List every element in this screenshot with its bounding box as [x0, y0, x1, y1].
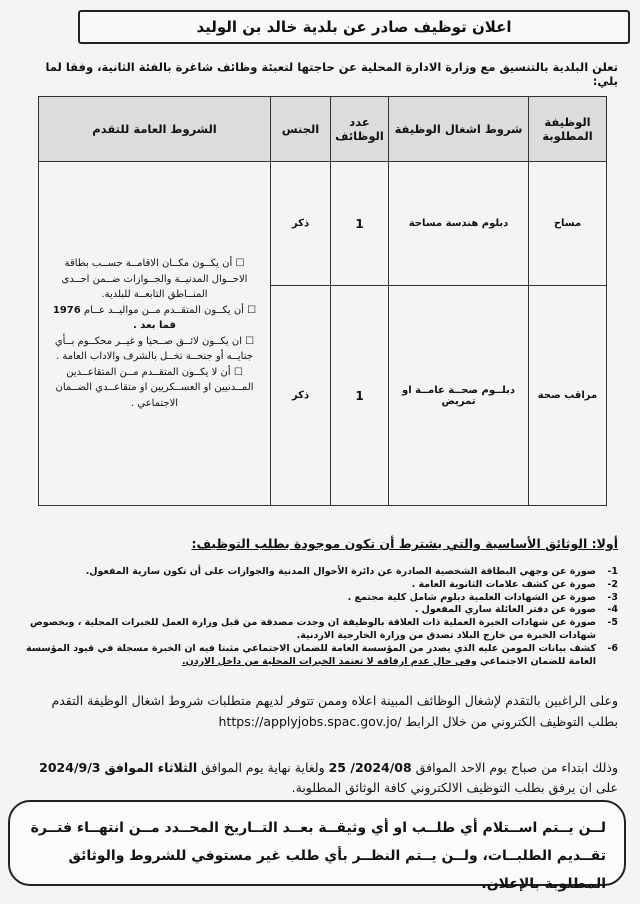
header-job: الوظيفة المطلوبة	[529, 97, 607, 162]
checkbox-icon: ☐	[235, 258, 245, 269]
intro-paragraph: تعلن البلدية بالتنسيق مع وزارة الادارة المحلية عن حاجتها لتعبئة وظائف شاغرة بالفئة الثانية، وفقا لما يلي:	[45, 60, 618, 88]
row-count: 1	[331, 162, 389, 286]
item-number: 1-	[607, 566, 618, 577]
condition-text: ان يكــون لائــق صــحيا و غيــر محكــوم بــأي جنايــه أو جنحــة تخــل بالشرف والاداب العامة .	[54, 335, 253, 362]
list-item	[22, 643, 618, 669]
table-row	[39, 162, 607, 286]
header-count: عدد الوظائف	[331, 97, 389, 162]
item-text: صورة عن وجهي البطاقة الشخصية الصادرة عن دائرة الأحوال المدنية والجوازات على أن تكون سارية المفعول.	[85, 566, 596, 577]
application-period	[22, 758, 618, 798]
documents-section-title: أولا: الوثائق الأساسية والتي يشترط أن تكون موجودة بطلب التوظيف:	[191, 536, 618, 551]
header-requirements: شروط اشغال الوظيفة	[389, 97, 529, 162]
announcement-title	[78, 10, 630, 44]
start-date: 2024/08/ 25	[328, 760, 412, 775]
condition-text: أن يكــون مكــان الاقامــة حســب بطاقة الاحــوال المدنيــة والجــوازات ضــمن احــدى المنــاطق التابعــة للبلدية.	[61, 258, 248, 300]
row-job: مساح	[529, 162, 607, 286]
condition-item	[47, 256, 262, 303]
jobs-table	[38, 96, 607, 506]
birth-year: 1976	[52, 304, 81, 316]
item-number: 6-	[607, 642, 618, 654]
end-day: الثلاثاء الموافق	[104, 760, 198, 775]
condition-item	[47, 334, 262, 365]
period-text: على ان يرفق بطلب التوظيف الالكتروني كافة الوثائق المطلوبة.	[291, 780, 618, 795]
list-item	[22, 592, 618, 605]
item-number: 3-	[607, 591, 618, 603]
list-item	[22, 604, 618, 617]
period-text: ولغاية نهاية يوم الموافق	[201, 760, 325, 775]
checkbox-icon: ☐	[247, 304, 257, 316]
row-requirements: دبلــوم صحــة عامــة او تمريض	[389, 286, 529, 506]
item-text: صورة عن شهادات الخبرة العملية ذات العلاقة بالوظيفة ان وجدت مصدقة من قبل وزارة العمل للخبرات المحلية ، وبخصوص شهادات الخبرة من خارج البلاد تصدق من وزارة الخارجية الاردنية.	[30, 617, 596, 642]
item-number: 4-	[607, 604, 618, 616]
item-number: 2-	[607, 578, 618, 590]
row-job: مراقب صحة	[529, 286, 607, 506]
item-text: صورة عن الشهادات العلمية دبلوم شامل كلية مجتمع .	[347, 591, 596, 603]
row-requirements: دبلوم هندسة مساحة	[389, 162, 529, 286]
condition-text: فما بعد .	[133, 320, 176, 331]
header-conditions: الشروط العامة للتقدم	[39, 97, 271, 162]
item-text	[22, 643, 596, 669]
apply-paragraph	[22, 690, 618, 733]
item-text-main: كشف بيانات المومن عليه الذي يصدر من المؤسسة العامة للضمان الاجتماعي مثبتا فيه ان الخبرة مسجلة في قيود المؤسسة العامة للضمان الاجتماعي	[26, 642, 596, 667]
condition-item	[47, 303, 262, 334]
end-date: 2024/9/3	[39, 760, 101, 775]
checkbox-icon: ☐	[245, 335, 255, 347]
period-text: وذلك ابتداء من صباح يوم الاحد الموافق	[415, 760, 618, 775]
item-number: 5-	[607, 617, 618, 629]
item-note: وفي حال عدم ارفاقه لا تعتمد الخبرات المحلية من داخل الاردن.	[181, 655, 477, 667]
list-item	[22, 617, 618, 643]
condition-text: أن لا يكــون المتقــدم مــن المتقاعــدين المــدنيين او العســكريين او متقاعــدي الضــمان الاجتماعي .	[55, 366, 254, 409]
apply-link[interactable]: https://applyjobs.spac.gov.jo/	[218, 714, 402, 730]
apply-text: وعلى الراغبين بالتقدم لإشغال الوظائف المبينة اعلاه وممن تتوفر لديهم متطلبات شروط اشغال الوظيفة التقدم بطلب التوظيف الكتروني من خلال الرابط	[51, 693, 618, 730]
row-gender: ذكر	[271, 162, 331, 286]
row-gender: ذكر	[271, 286, 331, 506]
checkbox-icon: ☐	[233, 366, 243, 378]
condition-item	[47, 365, 262, 412]
warning-text: لــن يــتم اســتلام أي طلــب او أي وثيقــة بعــد التــاريخ المحــدد مــن انتهــاء فتــرة تقــديم الطلبــات، ولــن يــتم النظــر بأي طلب غير مستوفي للشروط والوثائق المطلوبة بالإعلان.	[30, 820, 606, 892]
documents-list	[22, 566, 618, 669]
list-item	[22, 579, 618, 592]
general-conditions	[39, 162, 271, 506]
header-gender: الجنس	[271, 97, 331, 162]
item-text: صورة عن كشف علامات الثانوية العامة .	[411, 578, 596, 590]
row-count: 1	[331, 286, 389, 506]
table-header-row	[39, 97, 607, 162]
condition-text: أن يكــون المتقــدم مــن مواليــد عــام	[83, 304, 244, 316]
warning-notice	[8, 800, 626, 892]
list-item	[22, 566, 618, 579]
title-text: اعلان توظيف صادر عن بلدية خالد بن الوليد	[196, 18, 512, 36]
item-text: صورة عن دفتر العائلة ساري المفعول .	[414, 604, 596, 616]
